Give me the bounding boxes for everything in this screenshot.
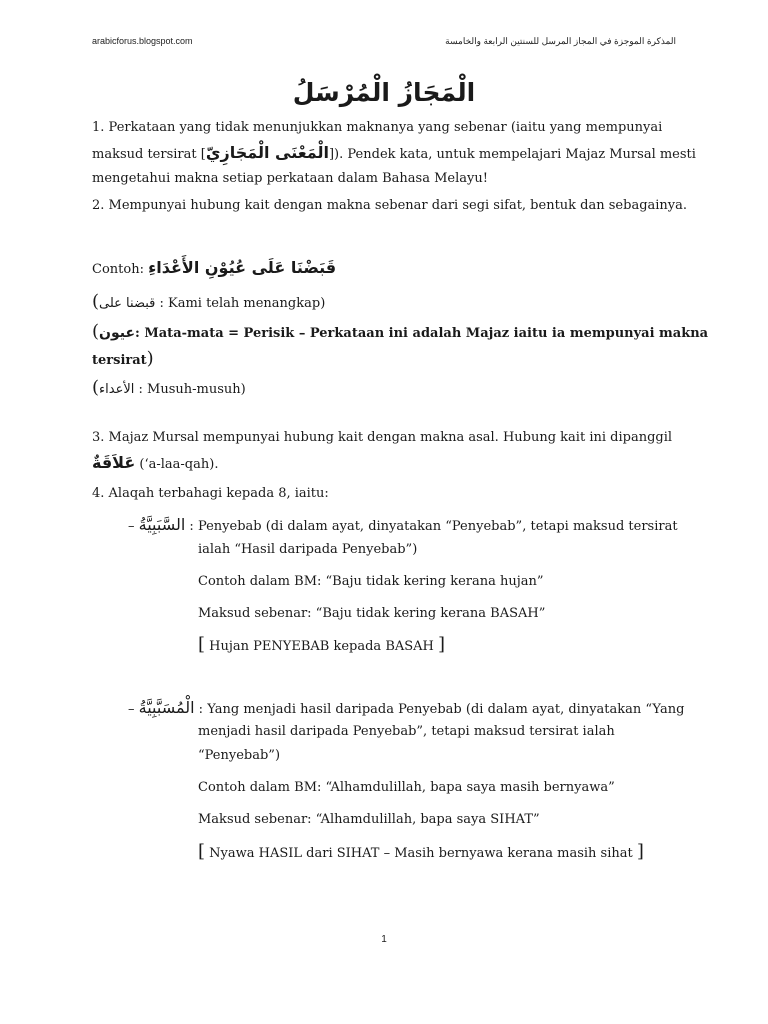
example-label: Contoh: [92, 262, 149, 277]
header-document-title: المذكرة الموجزة في المجاز المرسل للسنتين الرابعة والخامسة [445, 36, 676, 46]
paragraph-4: 4. Alaqah terbahagi kepada 8, iaitu: [92, 486, 329, 501]
page-number: 1 [381, 934, 387, 945]
item-musabbabiyyah-line-3: “Penyebab”) [198, 748, 281, 763]
item-musabbabiyyah-summary [198, 840, 644, 867]
paragraph-1-line-2 [92, 141, 696, 168]
arabic-term-musabbabiyyah: الْمُسَبَّبِيَّةُ [138, 698, 195, 717]
gloss-3 [92, 376, 682, 403]
example-arabic-sentence: قَبَضْنَا عَلَى عُيُوْنِ الأَعْدَاءِ [148, 258, 337, 277]
summary-text: Hujan PENYEBAB kepada BASAH [205, 639, 439, 654]
item-musabbabiyyah-example: Contoh dalam BM: “Alhamdulillah, bapa saya masih bernyawa” [198, 780, 615, 795]
paragraph-3-line-1: 3. Majaz Mursal mempunyai hubung kait dengan makna asal. Hubung kait ini dipanggil [92, 430, 673, 445]
gloss-2-line-2 [92, 347, 682, 374]
summary-close-bracket: ] [636, 841, 644, 862]
item-musabbabiyyah-desc: : Yang menjadi hasil daripada Penyebab (di dalam ayat, dinyatakan “Yang [194, 702, 685, 717]
paragraph-3-line-2 [92, 451, 682, 478]
item-sababiyyah-meaning: Maksud sebenar: “Baju tidak kering kerana BASAH” [198, 606, 546, 621]
paragraph-3 [92, 426, 682, 477]
paragraph-2: 2. Mempunyai hubung kait dengan makna sebenar dari segi sifat, bentuk dan sebagainya. [92, 198, 688, 213]
item-sababiyyah-line-1 [128, 513, 678, 540]
item-sababiyyah-summary [198, 633, 445, 660]
gloss-2-line-2-text: tersirat [92, 352, 147, 368]
paragraph-1-line-2-start: maksud tersirat [ [92, 146, 206, 162]
arabic-term-majazi: الْمَعْنَى الْمَجَازِيّ [205, 142, 329, 162]
item-dash: – [128, 702, 139, 717]
gloss-1 [92, 290, 682, 317]
item-sababiyyah-desc: : Penyebab (di dalam ayat, dinyatakan “Penyebab”, tetapi maksud tersirat [185, 519, 678, 534]
summary-text: Nyawa HASIL dari SIHAT – Masih bernyawa kerana masih sihat [205, 846, 637, 861]
summary-close-bracket: ] [438, 634, 446, 655]
gloss-2-open: ( [92, 321, 100, 342]
summary-open-bracket: [ [198, 634, 206, 655]
gloss-3-open: ( [92, 377, 100, 398]
paragraph-1-line-3: mengetahui makna setiap perkataan dalam Bahasa Melayu! [92, 171, 488, 186]
gloss-1-text: : Kami telah menangkap) [155, 296, 326, 311]
paragraph-1-line-1: 1. Perkataan yang tidak menunjukkan maknanya yang sebenar (iaitu yang mempunyai [92, 120, 663, 135]
item-sababiyyah-line-2: ialah “Hasil daripada Penyebab”) [198, 542, 418, 557]
arabic-term-sababiyyah: السَّبَبِيَّةُ [138, 515, 186, 534]
gloss-1-arabic: قبضنا على [99, 296, 156, 311]
header-website: arabicforus.blogspot.com [92, 36, 193, 46]
gloss-2-arabic: عيون [99, 325, 136, 341]
item-sababiyyah-example: Contoh dalam BM: “Baju tidak kering kerana hujan” [198, 574, 544, 589]
paragraph-1-line-2-end: ]). Pendek kata, untuk mempelajari Majaz Mursal mesti [328, 146, 696, 162]
gloss-2-line-1 [92, 320, 709, 347]
example-heading [92, 256, 682, 283]
gloss-2-text: : Mata-mata = Perisik – Perkataan ini adalah Majaz iaitu ia mempunyai makna [135, 326, 709, 341]
item-musabbabiyyah-line-2: menjadi hasil daripada Penyebab”, tetapi maksud tersirat ialah [198, 724, 615, 739]
paragraph-1 [92, 116, 696, 192]
paragraph-3-line-2-text: (‘a-laa-qah). [135, 456, 219, 472]
summary-open-bracket: [ [198, 841, 206, 862]
gloss-2-close: ) [146, 347, 154, 369]
gloss-3-text: : Musuh-musuh) [134, 382, 246, 397]
item-musabbabiyyah-line-1 [128, 696, 684, 723]
gloss-1-open: ( [92, 291, 100, 312]
item-musabbabiyyah-meaning: Maksud sebenar: “Alhamdulillah, bapa saya SIHAT” [198, 812, 540, 827]
gloss-2 [92, 320, 709, 373]
page-title: الْمَجَازُ الْمُرْسَلُ [292, 78, 476, 107]
arabic-term-alaqah: عَلاَقَةٌ [92, 452, 136, 472]
item-dash: – [128, 519, 139, 534]
gloss-3-arabic: الأعداء [99, 382, 135, 397]
